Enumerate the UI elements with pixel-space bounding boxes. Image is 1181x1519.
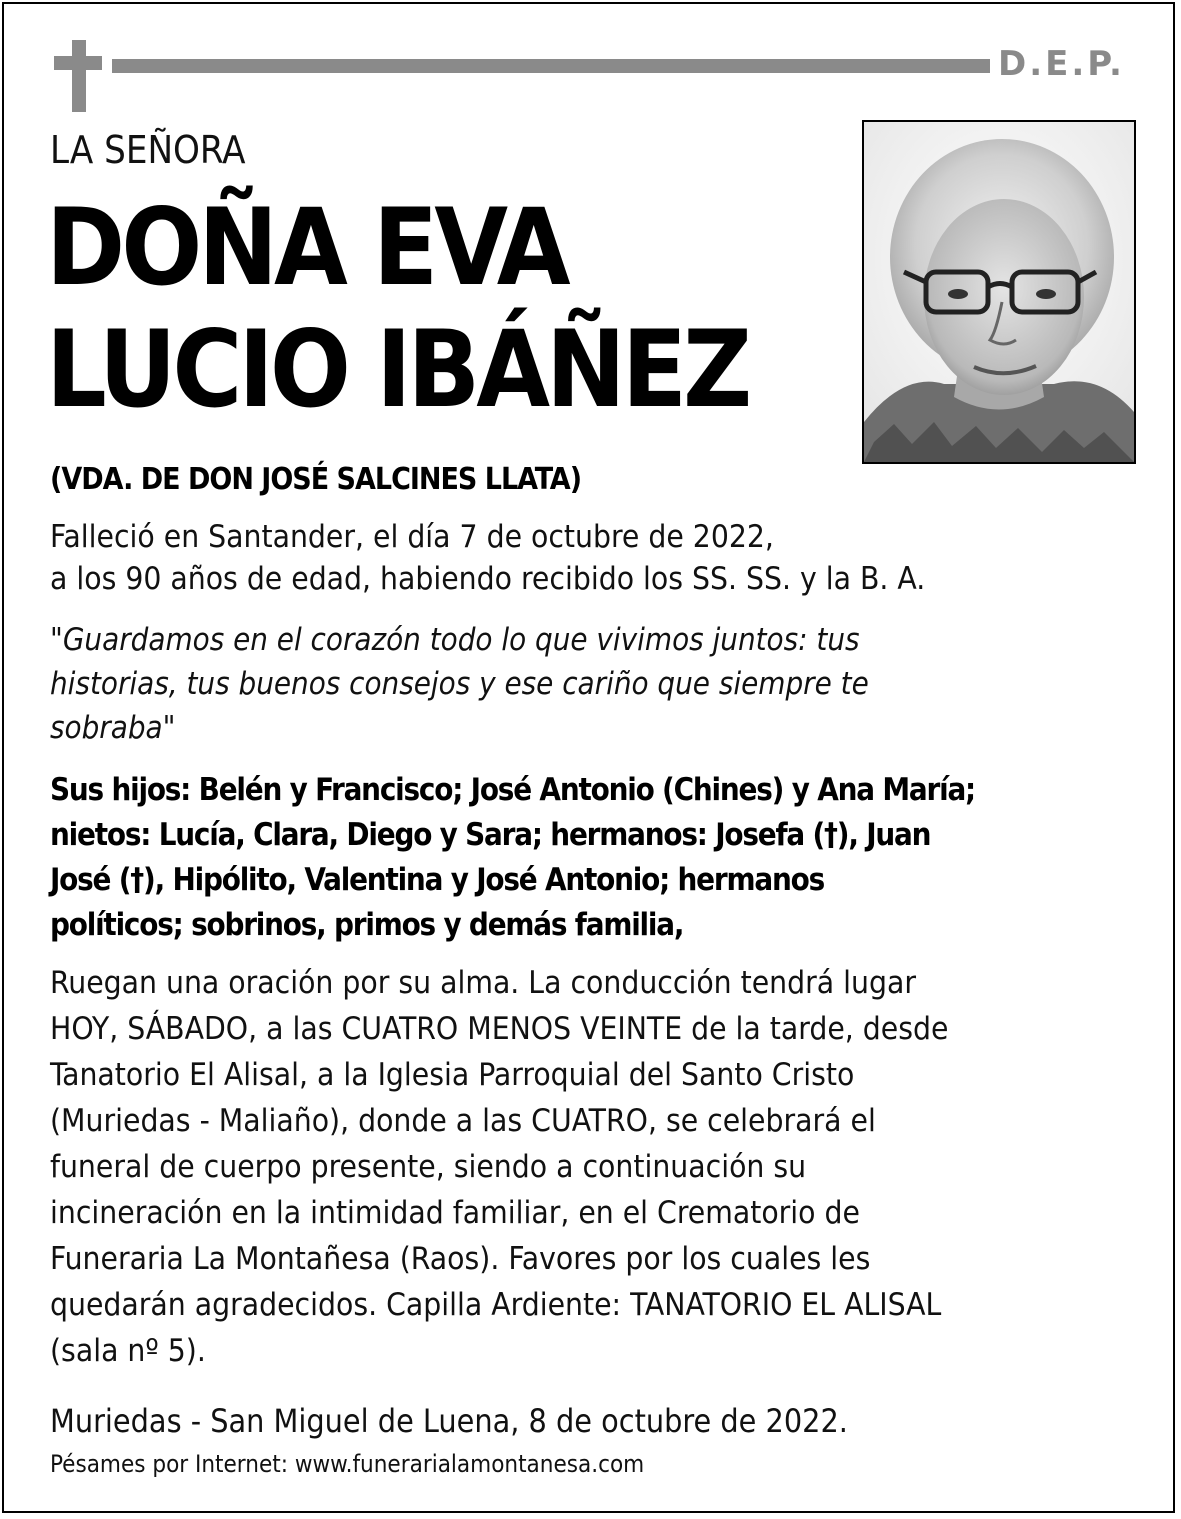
announcement-line: incineración en la intimidad familiar, en el Crematorio de xyxy=(50,1195,860,1231)
condolences-website: Pésames por Internet: www.funerarialamontanesa.com xyxy=(50,1450,645,1478)
memorial-quote xyxy=(50,618,1150,750)
announcement-line: (Muriedas - Maliaño), donde a las CUATRO, se celebrará el xyxy=(50,1103,876,1139)
place-date: Muriedas - San Miguel de Luena, 8 de octubre de 2022. xyxy=(50,1402,848,1440)
death-line: a los 90 años de edad, habiendo recibido los SS. SS. y la B. A. xyxy=(50,561,926,597)
announcement-line: HOY, SÁBADO, a las CUATRO MENOS VEINTE de la tarde, desde xyxy=(50,1011,949,1047)
family-line: Sus hijos: Belén y Francisco; José Antonio (Chines) y Ana María; xyxy=(50,772,976,808)
announcement-line: Tanatorio El Alisal, a la Iglesia Parroquial del Santo Cristo xyxy=(50,1057,855,1093)
quote-line: "Guardamos en el corazón todo lo que vivimos juntos: tus xyxy=(50,622,860,658)
quote-line: historias, tus buenos consejos y ese cariño que siempre te xyxy=(50,666,869,702)
cross-icon xyxy=(54,40,102,112)
deceased-name xyxy=(46,188,748,432)
death-line: Falleció en Santander, el día 7 de octubre de 2022, xyxy=(50,519,774,555)
family-line: José (†), Hipólito, Valentina y José Antonio; hermanos xyxy=(50,862,824,898)
family-list xyxy=(50,768,1150,948)
announcement-line: quedarán agradecidos. Capilla Ardiente: TANATORIO EL ALISAL xyxy=(50,1287,942,1323)
header-rule xyxy=(112,59,990,73)
family-line: nietos: Lucía, Clara, Diego y Sara; hermanos: Josefa (†), Juan xyxy=(50,817,931,853)
announcement-line: (sala nº 5). xyxy=(50,1333,206,1369)
announcement-line: funeral de cuerpo presente, siendo a continuación su xyxy=(50,1149,807,1185)
quote-line: sobraba" xyxy=(50,710,176,746)
obituary-card xyxy=(2,2,1175,1513)
honorific-label: LA SEÑORA xyxy=(50,128,246,172)
widow-of-line: (VDA. DE DON JOSÉ SALCINES LLATA) xyxy=(50,462,582,497)
funeral-announcement xyxy=(50,960,1150,1374)
death-notice xyxy=(50,516,1150,600)
announcement-line: Ruegan una oración por su alma. La conducción tendrá lugar xyxy=(50,965,916,1001)
portrait-photo xyxy=(862,120,1136,464)
dep-label: D.E.P. xyxy=(998,44,1125,84)
family-line: políticos; sobrinos, primos y demás familia, xyxy=(50,907,684,943)
name-line-2: LUCIO IBÁÑEZ xyxy=(46,308,749,431)
announcement-line: Funeraria La Montañesa (Raos). Favores por los cuales les xyxy=(50,1241,871,1277)
name-line-1: DOÑA EVA xyxy=(46,186,567,309)
